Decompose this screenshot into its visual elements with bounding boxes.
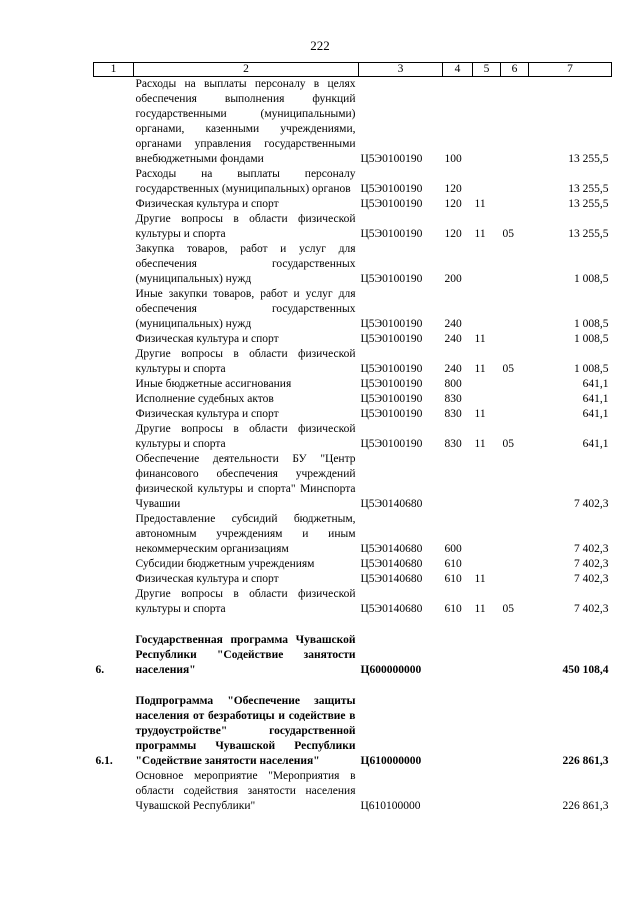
row-number [94, 347, 134, 377]
row-amount: 641,1 [582, 393, 609, 405]
target-article-code: Ц5Э0100190 [360, 408, 423, 420]
target-article-code: Ц5Э0140680 [360, 558, 423, 570]
expense-type-code: 830 [444, 393, 462, 405]
row-number [94, 422, 134, 452]
row-number [94, 197, 134, 212]
target-article-code: Ц5Э0100190 [360, 318, 423, 330]
subsection-code [501, 557, 529, 572]
row-name: Физическая культура и спорт [135, 333, 279, 345]
row-number [94, 557, 134, 572]
table-row [94, 347, 612, 377]
section-code [473, 242, 501, 287]
target-article-code: Ц5Э0100190 [360, 273, 423, 285]
table-row [94, 633, 612, 678]
row-amount: 7 402,3 [574, 603, 609, 615]
row-name: Предоставление субсидий бюджетным, автономным учреждениям и иным некоммерческим организациям [135, 513, 356, 555]
target-article-code: Ц5Э0140680 [360, 498, 423, 510]
row-amount: 13 255,5 [568, 228, 609, 240]
target-article-code: Ц5Э0100190 [360, 153, 423, 165]
section-code [473, 452, 501, 512]
row-spacer [94, 617, 612, 633]
target-article-code: Ц5Э0140680 [360, 543, 423, 555]
section-code: 11 [474, 573, 486, 585]
subsection-code [501, 197, 529, 212]
row-name: Физическая культура и спорт [135, 573, 279, 585]
table-row [94, 557, 612, 572]
expense-type-code: 610 [444, 603, 462, 615]
row-amount: 641,1 [582, 438, 609, 450]
target-article-code: Ц5Э0100190 [360, 378, 423, 390]
row-number [94, 769, 134, 814]
column-header: 1 [94, 63, 134, 77]
row-amount: 226 861,3 [562, 800, 609, 812]
budget-table [93, 62, 612, 814]
row-number [94, 287, 134, 332]
target-article-code: Ц5Э0100190 [360, 333, 423, 345]
row-number [94, 572, 134, 587]
target-article-code: Ц5Э0100190 [360, 363, 423, 375]
section-code [473, 287, 501, 332]
section-code: 11 [474, 603, 486, 615]
table-header-row [94, 63, 612, 77]
row-name: Другие вопросы в области физической культуры и спорта [135, 423, 356, 450]
row-name: Другие вопросы в области физической культуры и спорта [135, 588, 356, 615]
row-number [94, 512, 134, 557]
row-amount: 450 108,4 [562, 664, 609, 676]
row-name: Государственная программа Чувашской Республики "Содействие занятости населения" [135, 634, 356, 676]
row-number [94, 167, 134, 197]
subsection-code [501, 572, 529, 587]
expense-type-code: 200 [444, 273, 462, 285]
row-number: 6. [95, 664, 105, 676]
expense-type-code: 100 [444, 153, 462, 165]
section-code: 11 [474, 198, 486, 210]
subsection-code [501, 452, 529, 512]
row-amount: 7 402,3 [574, 558, 609, 570]
table-row [94, 587, 612, 617]
section-code [473, 694, 501, 769]
expense-type-code [443, 694, 473, 769]
section-code: 11 [474, 228, 486, 240]
row-number [94, 407, 134, 422]
row-number [94, 332, 134, 347]
target-article-code: Ц610000000 [360, 755, 422, 767]
row-amount: 641,1 [582, 378, 609, 390]
column-header: 4 [443, 63, 473, 77]
subsection-code [501, 77, 529, 168]
table-row [94, 377, 612, 392]
column-header: 6 [501, 63, 529, 77]
row-name: Иные закупки товаров, работ и услуг для обеспечения государственных (муниципальных) нужд [135, 288, 356, 330]
row-name: Физическая культура и спорт [135, 198, 279, 210]
expense-type-code: 240 [444, 333, 462, 345]
section-code [473, 167, 501, 197]
section-code: 11 [474, 438, 486, 450]
expense-type-code: 830 [444, 408, 462, 420]
row-amount: 13 255,5 [568, 198, 609, 210]
table-row [94, 452, 612, 512]
section-code [473, 392, 501, 407]
expense-type-code: 120 [444, 183, 462, 195]
expense-type-code: 240 [444, 363, 462, 375]
page-number: 222 [310, 38, 330, 53]
subsection-code: 05 [502, 363, 514, 375]
row-amount: 13 255,5 [568, 183, 609, 195]
subsection-code: 05 [502, 438, 514, 450]
table-row [94, 392, 612, 407]
expense-type-code: 240 [444, 318, 462, 330]
subsection-code [501, 694, 529, 769]
target-article-code: Ц610100000 [360, 800, 421, 812]
row-amount: 1 008,5 [574, 318, 609, 330]
expense-type-code: 610 [444, 558, 462, 570]
row-name: Подпрограмма "Обеспечение защиты населения от безработицы и содействие в трудоустройстве" государственной программы Чувашской Республики "Содействие занятости населения" [135, 695, 356, 767]
table-row [94, 769, 612, 814]
row-name: Расходы на выплаты персоналу государственных (муниципальных) органов [135, 168, 356, 195]
section-code [473, 633, 501, 678]
table-row [94, 572, 612, 587]
row-name: Обеспечение деятельности БУ "Центр финансового обеспечения учреждений физической культуры и спорта" Минспорта Чувашии [135, 453, 356, 510]
expense-type-code: 120 [444, 198, 462, 210]
expense-type-code [443, 769, 473, 814]
expense-type-code: 600 [444, 543, 462, 555]
subsection-code [501, 287, 529, 332]
column-header: 3 [359, 63, 443, 77]
row-number: 6.1. [95, 755, 113, 767]
section-code [473, 769, 501, 814]
table-row [94, 422, 612, 452]
subsection-code [501, 633, 529, 678]
subsection-code [501, 377, 529, 392]
expense-type-code [443, 633, 473, 678]
row-number [94, 77, 134, 168]
expense-type-code: 610 [444, 573, 462, 585]
target-article-code: Ц5Э0100190 [360, 198, 423, 210]
table-row [94, 242, 612, 287]
table-row [94, 197, 612, 212]
row-amount: 641,1 [582, 408, 609, 420]
target-article-code: Ц5Э0140680 [360, 603, 423, 615]
target-article-code: Ц5Э0100190 [360, 438, 423, 450]
row-name: Физическая культура и спорт [135, 408, 279, 420]
subsection-code: 05 [502, 603, 514, 615]
row-name: Расходы на выплаты персоналу в целях обеспечения выполнения функций государственными (муниципальными) органами, казенными учреждениями, органами управления государственными внебюджетными фондами [135, 78, 356, 165]
subsection-code [501, 512, 529, 557]
section-code [473, 77, 501, 168]
row-number [94, 452, 134, 512]
row-amount: 7 402,3 [574, 573, 609, 585]
row-number [94, 377, 134, 392]
subsection-code [501, 242, 529, 287]
target-article-code: Ц600000000 [360, 664, 422, 676]
column-header: 2 [134, 63, 359, 77]
row-amount: 1 008,5 [574, 333, 609, 345]
section-code: 11 [474, 333, 486, 345]
row-amount: 226 861,3 [562, 755, 609, 767]
subsection-code [501, 769, 529, 814]
subsection-code [501, 167, 529, 197]
row-name: Другие вопросы в области физической культуры и спорта [135, 348, 356, 375]
row-spacer [94, 678, 612, 694]
target-article-code: Ц5Э0140680 [360, 573, 423, 585]
subsection-code [501, 392, 529, 407]
table-row [94, 407, 612, 422]
section-code: 11 [474, 363, 486, 375]
table-row [94, 212, 612, 242]
row-name: Исполнение судебных актов [135, 393, 274, 405]
target-article-code: Ц5Э0100190 [360, 393, 423, 405]
section-code [473, 557, 501, 572]
subsection-code: 05 [502, 228, 514, 240]
subsection-code [501, 407, 529, 422]
column-header: 7 [529, 63, 612, 77]
expense-type-code [443, 452, 473, 512]
section-code [473, 377, 501, 392]
row-amount: 7 402,3 [574, 498, 609, 510]
table-row [94, 167, 612, 197]
row-number [94, 392, 134, 407]
target-article-code: Ц5Э0100190 [360, 183, 423, 195]
expense-type-code: 120 [444, 228, 462, 240]
table-row [94, 512, 612, 557]
row-amount: 7 402,3 [574, 543, 609, 555]
table-body [94, 77, 612, 815]
row-name: Субсидии бюджетным учреждениям [135, 558, 315, 570]
table-row [94, 332, 612, 347]
table-row [94, 694, 612, 769]
table-row [94, 287, 612, 332]
row-name: Иные бюджетные ассигнования [135, 378, 292, 390]
row-number [94, 212, 134, 242]
column-header: 5 [473, 63, 501, 77]
target-article-code: Ц5Э0100190 [360, 228, 423, 240]
row-amount: 1 008,5 [574, 363, 609, 375]
row-name: Другие вопросы в области физической культуры и спорта [135, 213, 356, 240]
section-code [473, 512, 501, 557]
row-name: Закупка товаров, работ и услуг для обеспечения государственных (муниципальных) нужд [135, 243, 356, 285]
row-amount: 13 255,5 [568, 153, 609, 165]
subsection-code [501, 332, 529, 347]
table-row [94, 77, 612, 168]
row-amount: 1 008,5 [574, 273, 609, 285]
row-number [94, 587, 134, 617]
expense-type-code: 830 [444, 438, 462, 450]
expense-type-code: 800 [444, 378, 462, 390]
row-number [94, 242, 134, 287]
row-name: Основное мероприятие "Мероприятия в области содействия занятости населения Чувашской Республики" [135, 770, 356, 812]
section-code: 11 [474, 408, 486, 420]
